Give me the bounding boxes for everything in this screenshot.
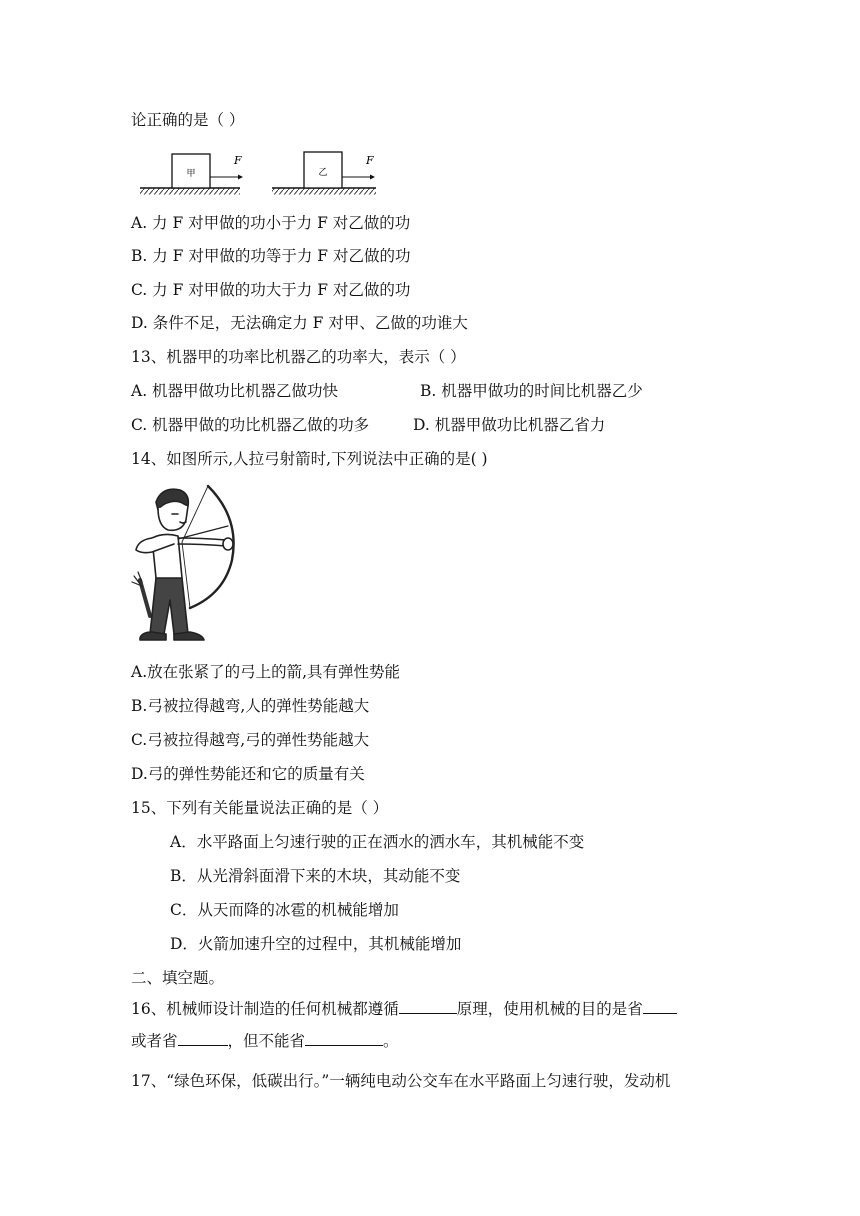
arrowhead-left (238, 175, 243, 180)
block-jia-label: 甲 (186, 169, 196, 179)
arrowhead-right (370, 175, 375, 180)
q16-blank-1[interactable] (399, 998, 457, 1014)
block-yi-label: 乙 (318, 168, 328, 178)
q12-stem-tail: 论正确的是（ ） (131, 111, 245, 129)
q15-option-a: A．水平路面上匀速行驶的正在洒水的洒水车，其机械能不变 (170, 833, 585, 851)
q15-option-c: C．从天而降的冰雹的机械能增加 (170, 901, 399, 919)
force-label-right: F (366, 154, 374, 167)
q13-stem: 13、机器甲的功率比机器乙的功率大，表示（ ） (131, 348, 466, 366)
q16-blank-3[interactable] (178, 1030, 228, 1046)
q13-option-d: D. 机器甲做功比机器乙省力 (413, 416, 606, 434)
q14-option-b: B.弓被拉得越弯,人的弹性势能越大 (131, 697, 370, 715)
q12-option-c: C. 力 F 对甲做的功大于力 F 对乙做的功 (131, 281, 411, 299)
q15-stem: 15、下列有关能量说法正确的是（ ） (131, 799, 389, 817)
q16-blank-4[interactable] (305, 1030, 383, 1046)
q16-text-1: 16、机械师设计制造的任何机械都遵循 (131, 1000, 399, 1018)
ground-left (140, 188, 240, 195)
q15-option-d: D．火箭加速升空的过程中，其机械能增加 (170, 935, 462, 953)
q14-option-d: D.弓的弹性势能还和它的质量有关 (131, 765, 365, 783)
q16-text-3: 或者省 (131, 1032, 178, 1050)
q16-line2 (131, 1030, 399, 1051)
q12-figure (138, 148, 380, 198)
q12-option-d: D. 条件不足，无法确定力 F 对甲、乙做的功谁大 (131, 314, 468, 332)
q16-line1 (131, 998, 677, 1019)
section-title: 二、填空题。 (131, 969, 225, 987)
q16-blank-2[interactable] (643, 998, 677, 1014)
q13-option-a: A. 机器甲做功比机器乙做功快 (131, 382, 339, 400)
q12-option-b: B. 力 F 对甲做的功等于力 F 对乙做的功 (131, 247, 411, 265)
q15-option-b: B．从光滑斜面滑下来的木块，其动能不变 (170, 867, 461, 885)
q17-stem: 17、“绿色环保，低碳出行。”一辆纯电动公交车在水平路面上匀速行驶，发动机 (131, 1072, 671, 1090)
q16-text-4: ，但不能省 (227, 1032, 306, 1050)
q16-text-2: 原理，使用机械的目的是省 (456, 1000, 643, 1018)
q12-option-a: A. 力 F 对甲做的功小于力 F 对乙做的功 (131, 214, 411, 232)
force-label-left: F (234, 154, 242, 167)
q14-option-c: C.弓被拉得越弯,弓的弹性势能越大 (131, 731, 370, 749)
q14-option-a: A.放在张紧了的弓上的箭,具有弹性势能 (131, 663, 401, 681)
ground-right (272, 188, 376, 195)
q13-option-b: B. 机器甲做功的时间比机器乙少 (420, 382, 643, 400)
q16-text-5: 。 (383, 1032, 399, 1050)
q13-option-c: C. 机器甲做的功比机器乙做的功多 (131, 416, 370, 434)
archer-illustration (128, 482, 240, 650)
q14-stem: 14、如图所示,人拉弓射箭时,下列说法中正确的是( ) (131, 450, 488, 468)
